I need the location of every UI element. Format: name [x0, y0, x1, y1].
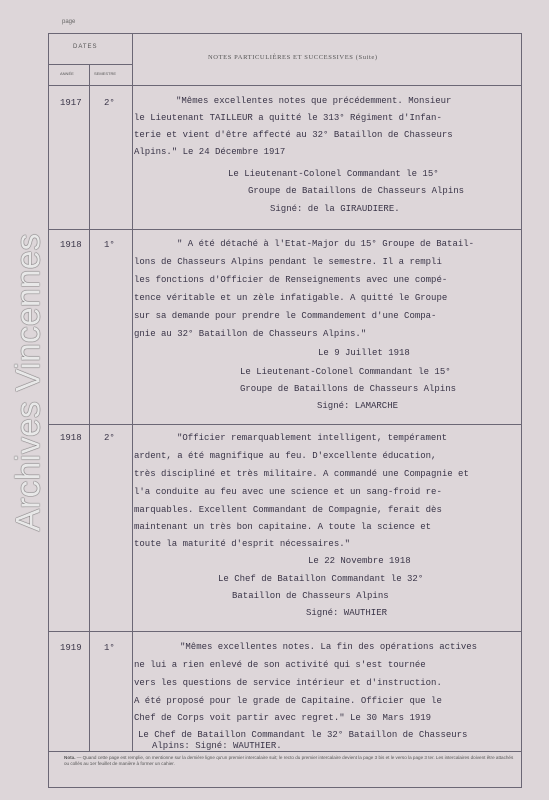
header-notes-title: NOTES PARTICULIÈRES ET SUCCESSIVES (Suite)	[208, 54, 378, 61]
entry-year: 1918	[60, 433, 82, 443]
entry-line: "Officier remarquablement intelligent, tempérament	[177, 433, 448, 443]
signature-line: Signé: WAUTHIER	[306, 608, 388, 618]
signature-line: Le Chef de Bataillon Commandant le 32° Bataillon de Chasseurs	[138, 730, 468, 740]
signature-line: Signé: de la GIRAUDIERE.	[270, 204, 400, 214]
header-divider-dates	[48, 64, 132, 65]
header-bottom-rule	[48, 85, 522, 86]
entry-line: l'a conduite au feu avec une science et un sang-froid re-	[134, 487, 442, 497]
entry-line: terie et vient d'être affecté au 32° Bataillon de Chasseurs	[134, 130, 453, 140]
signature-line: Le Lieutenant-Colonel Commandant le 15°	[228, 169, 439, 179]
footnote-label: Nota.	[64, 755, 76, 760]
signature-line: Groupe de Bataillons de Chasseurs Alpins	[240, 384, 457, 394]
signature-line: Alpins: Signé: WAUTHIER.	[152, 741, 282, 751]
entry-semester: 2°	[104, 433, 115, 443]
entry-line: gnie au 32° Bataillon de Chasseurs Alpins."	[134, 329, 367, 339]
entry-semester: 1°	[104, 643, 115, 653]
entry-line: le Lieutenant TAILLEUR a quitté le 313° Régiment d'Infan-	[134, 113, 442, 123]
signature-line: Le Lieutenant-Colonel Commandant le 15°	[240, 367, 451, 377]
header-annee: ANNÉE	[60, 71, 74, 76]
entry-line: "Mêmes excellentes notes que précédemment. Monsieur	[176, 96, 452, 106]
column-divider-notes	[132, 33, 133, 751]
entry-line: très discipliné et très militaire. A commandé une Compagnie et	[134, 469, 469, 479]
entry-line: Alpins." Le 24 Décembre 1917	[134, 147, 286, 157]
entry-line: ardent, a été magnifique au feu. D'excellente éducation,	[134, 451, 437, 461]
entry-line: marquables. Excellent Commandant de Compagnie, ferait dès	[134, 505, 442, 515]
entry-year: 1919	[60, 643, 82, 653]
entry-semester: 2°	[104, 98, 115, 108]
entry-line: "Mêmes excellentes notes. La fin des opérations actives	[180, 642, 478, 652]
signature-line: Bataillon de Chasseurs Alpins	[232, 591, 389, 601]
entry-line: tence véritable et un zèle infatigable. A quitté le Groupe	[134, 293, 448, 303]
footnote	[64, 755, 514, 767]
entry-line: lons de Chasseurs Alpins pendant le semestre. Il a rempli	[134, 257, 442, 267]
entry-divider	[48, 229, 522, 230]
column-divider-year	[89, 64, 90, 751]
entry-divider	[48, 631, 522, 632]
entry-line: toute la maturité d'esprit nécessaires."	[134, 539, 351, 549]
entry-line: ne lui a rien enlevé de son activité qui s'est tournée	[134, 660, 426, 670]
entry-line: Le 9 Juillet 1918	[318, 348, 410, 358]
entry-divider	[48, 424, 522, 425]
header-dates: DATES	[73, 44, 98, 50]
entry-line: Chef de Corps voit partir avec regret." Le 30 Mars 1919	[134, 713, 432, 723]
signature-line: Groupe de Bataillons de Chasseurs Alpins	[248, 186, 465, 196]
archive-watermark: Archives Vincennes	[9, 233, 48, 532]
signature-line: Le Chef de Bataillon Commandant le 32°	[218, 574, 424, 584]
entry-line: " A été détaché à l'Etat-Major du 15° Groupe de Batail-	[177, 239, 475, 249]
footnote-text: — Quand cette page est remplie, on mentionne sur la dernière ligne qu'un premier intercalaire suit; le recto du premier intercalaire devient la page 3 bis et le verso la page 3 ter. Les intercalaires doivent être attachés ou collés au 1er feuillet de manière à former un cahier.	[64, 755, 514, 766]
entry-line: les fonctions d'Officier de Renseignements avec une compé-	[134, 275, 448, 285]
entry-line: vers les questions de service intérieur et d'instruction.	[134, 678, 442, 688]
entry-line: sur sa demande pour prendre le Commandement d'une Compa-	[134, 311, 437, 321]
entry-year: 1918	[60, 240, 82, 250]
entry-year: 1917	[60, 98, 82, 108]
page-number-label: page	[62, 19, 76, 25]
entry-line: Le 22 Novembre 1918	[308, 556, 411, 566]
header-semestre: SEMESTRE	[94, 71, 117, 76]
entry-line: maintenant un très bon capitaine. A toute la science et	[134, 522, 432, 532]
footer-rule	[48, 751, 522, 752]
signature-line: Signé: LAMARCHE	[317, 401, 399, 411]
entry-line: A été proposé pour le grade de Capitaine. Officier que le	[134, 696, 442, 706]
entry-semester: 1°	[104, 240, 115, 250]
